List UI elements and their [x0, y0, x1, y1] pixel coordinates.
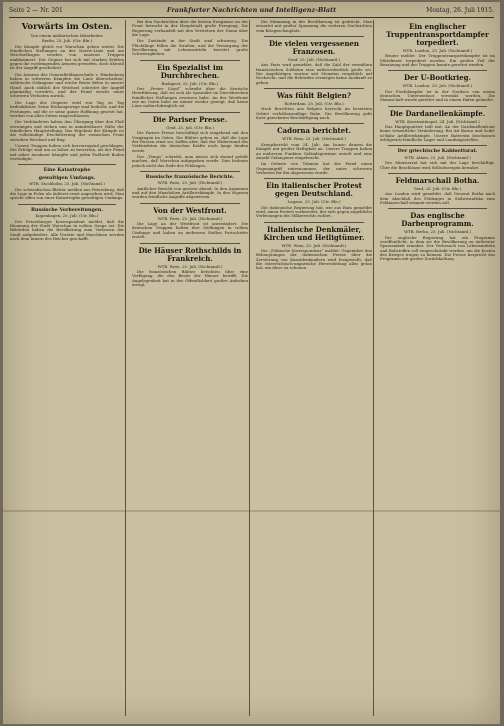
paragraph: Unsere Truppen haben sich hervorragend geschlagen. Die Erfolge sind um so höher zu bewerten, als der Feind mit zäher Ausdauer kämpfte und jeden Fußbreit Boden verteidigte. [10, 142, 124, 161]
paragraph: Die Pariser Presse beschäftigt sich eingehend mit den Vorgängen im Osten. Die Blätter geben zu, daß die Lage der Russen ernst sei, hoffen aber, daß der Widerstand des Verbündeten die deutschen Kräfte noch lange binden werde. [132, 130, 248, 153]
paragraph: Die Lage an der Westfront ist unverändert. Die deutschen Truppen halten ihre Stellungen in vollem Umfange und haben an mehreren Stellen Fortschritte erzielt. [132, 221, 248, 240]
article-separator [140, 243, 240, 244]
paragraph: Die Lage des Gegners wird von Tag zu Tag bedenklicher. Seine Rückzugswege sind bedroht, und die Festungen, auf die er seine ganze Hoffnung gesetzt hat, werden von allen Seiten eingeschlossen. [10, 99, 124, 118]
headline: Feldmarschall Botha. [395, 176, 480, 185]
headline: Der U-Bootkrieg. [403, 73, 471, 83]
paragraph: Der Petersburger Korrespondent meldet, daß die Räumung der Stadt Warschau in vollem Gange sei. Die Behörden haben die Bevölkerung zum Verlassen der Stadt aufgefordert. Alle Vorräte und Maschinen werden nach dem Innern des Reiches geschafft. [10, 218, 124, 241]
headline: Ein italienischer Protest gegen Deutschland. [266, 181, 362, 199]
dateline: Berlin, 25. Juli. (Ctr. Bln.) [41, 38, 93, 44]
paragraph: Der Fischdampfer ist in der Nordsee von einem deutschen Unterseeboot versenkt worden. Die Mannschaft wurde gerettet und in einem Hafen gelandet. [380, 88, 495, 103]
paragraph: Die Armeen des Generalfeldmarschalls v. Hindenburg haben in schweren Kämpfen die Linie überschritten; zahlreiche Gefangene und reiche Beute fielen in unsere Hand. Auch südlich der Weichsel schreitet der Angriff planmäßig vorwärts, und der Feind weicht unter schweren Verlusten zurück. [10, 71, 124, 99]
paragraph: Der „Pester Lloyd“ schreibt über die deutsche Heerführung, daß sie sich als Spezialist im Durchbrechen feindlicher Stellungen erwiesen habe. An der Westfront wie im Osten habe sie immer wieder gezeigt, daß keine Linie undurchdringlich sei. [132, 86, 248, 109]
headline: Was fühlt Belgien? [277, 91, 351, 101]
headline: Ein englischer Truppentransportdampfer torpediert. [386, 22, 489, 47]
column-2 [129, 20, 251, 718]
dateline: WTB. Paris, 25. Juli. (Nichtamtl.) [157, 215, 223, 221]
headline: Russische Vorbereitungen. [30, 206, 104, 213]
article-separator [388, 173, 487, 174]
article-separator [264, 88, 364, 89]
dateline: WTB. Paris, 25. Juli. (Nichtamtl.) [157, 180, 223, 186]
headline-subtitle: gewaltigen Umfangs. [38, 174, 96, 181]
dateline: Budapest, 25. Juli. (Ctr. Bln.) [161, 80, 219, 86]
dateline: WTB. Paris, 25. Juli. (Nichtamtl.) [157, 263, 223, 269]
dateline: WTB. Wien, 25. Juli. (Nichtamtl.) [281, 242, 347, 248]
dateline: Kopenhagen, 25. Juli. (Ctr. Bln.) [35, 213, 99, 219]
newspaper-page [3, 2, 500, 724]
article-separator [18, 204, 116, 205]
paragraph: Die Kämpfe gleich vor Warschau gehen weiter. Die feindlichen Stellungen an der Narew-Linie und am Weichselbogen werden von unseren Truppen umklammert. Der Gegner hat sich mit starken Kräften gegen die vordringenden Armeen geworfen, doch überall ist der Angriff gescheitert. [10, 43, 124, 71]
dateline: Genf, 25. Juli. (Ctr. Bln.) [413, 186, 462, 191]
paragraph: Die „Politische Korrespondenz“ meldet: Gegenüber den Behauptungen der italienischen Presse über die Zerstörung von Kunstdenkmälern wird festgestellt, daß die österreichisch-ungarische Heeresleitung alles getan hat, um diese zu schonen. [256, 247, 372, 271]
newspaper-title: Frankfurter Nachrichten und Intelligenz-Blatt [166, 6, 337, 14]
paragraph: Der Ministerrat hat sich mit der Lage beschäftigt. Über die Beschlüsse wird Stillschweigen bewahrt. [380, 160, 495, 170]
paragraph: Das Hauptquartier teilt mit: An der Dardanellenfront keine wesentliche Veränderung. Bei Ari Burnu und Sedd-ul-Bahr Artilleriekämpfe. Unsere Batterien beschossen erfolgreich feindliche Lager und Landungsstellen. [380, 124, 495, 143]
article-separator [264, 178, 364, 179]
headline: Italienische Denkmäler, Kirchen und Heiligtümer. [263, 224, 365, 242]
dateline: WTB. Athen, 25. Juli. (Nichtamtl.) [404, 154, 471, 160]
byline: Von einem militärischen Mitarbeiter. [30, 33, 104, 38]
headline: Der griechische Kabinettsrat. [397, 148, 478, 155]
dateline: WTB. London, 25. Juli. (Nichtamtl.) [402, 83, 473, 89]
dateline: Rotterdam, 25. Juli. (Ctr. Bln.) [284, 101, 344, 107]
article-separator [18, 164, 116, 165]
column-4 [377, 20, 498, 718]
paragraph: Bei den Nachrichten über die letzten Ereignisse an der Front herrscht in der Hauptstadt große Erregung. Die Regierung verhandelt mit den Vertretern der Duma über die Lage. [132, 20, 248, 38]
headline: Cadorna berichtet. [277, 126, 351, 136]
headline: Die Pariser Presse. [152, 114, 228, 124]
paragraph: Aus London wird gemeldet, daß General Botha nach dem Abschluß des Feldzuges in Südwestafrika zum Feldmarschall ernannt werden soll. [380, 191, 495, 206]
headline: Das englische Darbenprogramm. [401, 211, 474, 229]
dateline: WTB. London, 25. Juli. (Nichtamtl.) [402, 48, 473, 53]
article-separator [388, 70, 487, 71]
headline: Ein Spezialist im Durchbrechen. [156, 62, 224, 80]
paragraph: Reuter meldet: Der Truppentransportdampfer ist im Mittelmeer torpediert worden. Ein großer Teil der Besatzung und der Truppen konnte gerettet werden. [380, 53, 495, 68]
paragraph: Aus Paris wird gemeldet, daß die Zahl der vermißten französischen Soldaten eine außerordentlich große sei. Die Angehörigen warten seit Monaten vergeblich auf Nachricht, und die Behörden vermögen keine Auskunft zu geben. [256, 62, 372, 85]
article-separator [264, 222, 364, 223]
paragraph: Die italienische Regierung hat, wie aus Rom gemeldet wird, einen Protest vorbereitet, der sich gegen angebliche Verletzungen des Völkerrechts richtet. [256, 204, 372, 219]
headline: Die vielen vergessenen Franzosen. [269, 39, 359, 57]
column-1 [7, 20, 127, 718]
issue-date: Montag, 26. Juli 1915. [426, 7, 494, 14]
paragraph: Nach Berichten aus Belgien herrscht im besetzten Gebiet verhältnismäßige Ruhe. Die Bevölkerung geht ihrer gewohnten Beschäftigung nach. [256, 106, 372, 121]
headline: Von der Westfront. [153, 205, 227, 215]
paragraph: Die Verbündeten haben den Übergang über den Fluß erzwungen und stehen nun in unmittelbarer Nähe der feindlichen Hauptstellung. Das Ergebnis der Kämpfe ist die vollständige Erschütterung der russischen Front zwischen Weichsel und Bug. [10, 119, 124, 142]
paragraph: Die englische Regierung hat ein Programm veröffentlicht, in dem sie die Bevölkerung zu äußerster Sparsamkeit ermahnt. Der Verbrauch von Lebensmitteln und Rohstoffen soll eingeschränkt werden, um die Kosten des Krieges tragen zu können. Die Presse bespricht das Programm mit großer Zurückhaltung. [380, 234, 495, 262]
paragraph: Die französischen Blätter berichten über eine Verfügung, die den Besitz der Häuser betrifft. Die Angelegenheit hat in der Öffentlichkeit großes Aufsehen erregt. [132, 268, 248, 287]
headline: Die Dardanellenkämpfe. [389, 108, 486, 118]
headline: Vorwärts im Osten. [21, 22, 113, 32]
dateline: WTB. Konstantinopel, 24. Juli. (Nichtamtl.) [395, 118, 480, 124]
paragraph: Kriegsbericht vom 24. Juli: Am Isonzo dauern die Kämpfe mit großer Heftigkeit an. Unsere Truppen haben an mehreren Punkten Geländegewinne erzielt und eine Anzahl Gefangener eingebracht. [256, 141, 372, 160]
dateline: Lugano, 25. Juli. (Ctr. Bln.) [287, 199, 341, 205]
article-separator [388, 106, 487, 107]
paragraph: Amtlicher Bericht von gestern abend: In den Argonnen und auf den Maashöhen Artilleriekämpfe. In den Vogesen wurden feindliche Angriffe abgewiesen. [132, 185, 248, 200]
article-separator [388, 145, 487, 146]
paragraph: Die Stimmung in der Bevölkerung ist gedrückt. Man erwartet mit großer Spannung die weiteren Nachrichten vom Kriegsschauplatz. [256, 20, 372, 33]
article-separator [264, 36, 364, 37]
article-separator [264, 123, 364, 124]
article-separator [140, 60, 240, 61]
page-number: Seite 2 — Nr. 201 [9, 7, 63, 14]
headline: Russische französische Berichte. [145, 173, 235, 180]
paragraph: Die schwedischen Blätter melden aus Petersburg, daß die Lage in Polen als äußerst ernst angesehen wird. Man spricht offen von einer Katastrophe gewaltigen Umfangs. [10, 186, 124, 201]
article-separator [388, 208, 487, 209]
dateline: WTB. Stockholm, 25. Juli. (Nichtamtl.) [29, 181, 105, 187]
paragraph: Der „Temps“ schreibt, man müsse sich darauf gefaßt machen, daß Warschau aufgegeben werde. Dies bedeute jedoch nicht das Ende des Feldzuges. [132, 153, 248, 168]
article-separator [140, 112, 240, 113]
dateline: Genf, 25. Juli. (Nichtamtl.) [287, 57, 341, 63]
dateline: WTB. Berlin, 25. Juli. (Nichtamtl.) [404, 229, 471, 235]
article-separator [140, 203, 240, 204]
paragraph: Die Zustände in der Stadt sind schwierig. Die Flüchtlinge füllen die Straßen, und die Versorgung der Bevölkerung mit Lebensmitteln bereitet große Schwierigkeiten. [132, 38, 248, 57]
column-3 [253, 20, 375, 718]
masthead [9, 5, 494, 18]
headline: Die Häuser Rothschilds in Frankreich. [138, 245, 242, 263]
paragraph: Im Gebiete von Tolmein hat der Feind einen Gegenangriff unternommen, der unter schweren Verlusten für ihn abgewiesen wurde. [256, 161, 372, 175]
dateline: Genf, 25. Juli. (Ctr. Bln.) [166, 124, 214, 130]
headline: Eine Katastrophe [43, 167, 91, 174]
dateline: WTB. Rom, 25. Juli. (Nichtamtl.) [282, 136, 346, 142]
article-separator [140, 171, 240, 172]
